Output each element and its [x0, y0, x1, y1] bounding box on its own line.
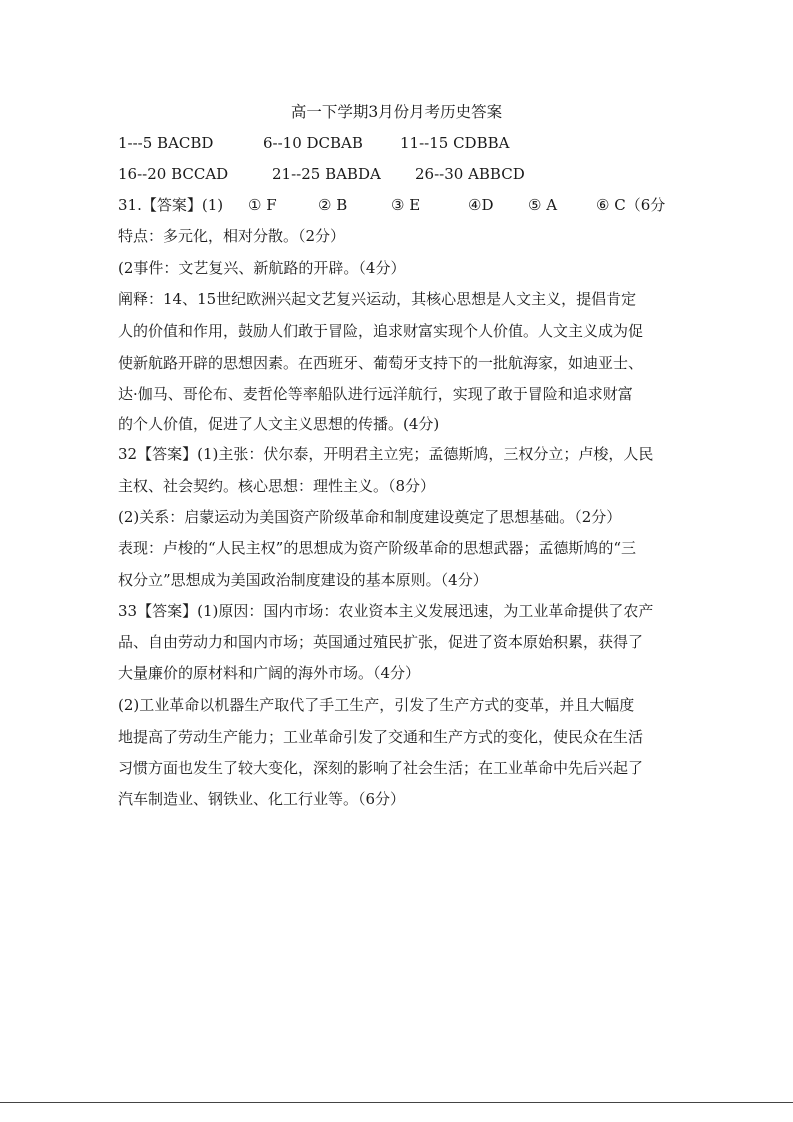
q33-line-1: 33【答案】(1)原因：国内市场：农业资本主义发展迅速，为工业革命提供了农产: [118, 602, 654, 620]
q32-line-5: 权分立”思想成为美国政治制度建设的基本原则。（4分）: [118, 571, 488, 589]
q33-line-2: 品、自由劳动力和国内市场；英国通过殖民扩张，促进了资本原始积累，获得了: [118, 633, 644, 651]
q31-option-6: ⑥ C（6分: [596, 196, 666, 214]
q31-explanation-5: 的个人价值，促进了人文主义思想的传播。(4分): [118, 415, 440, 433]
answer-key-1-5: 1---5 BACBD: [118, 134, 214, 152]
q31-explanation-2: 人的价值和作用，鼓励人们敢于冒险，追求财富实现个人价值。人文主义成为促: [118, 322, 644, 340]
q31-explanation-1: 阐释：14、15世纪欧洲兴起文艺复兴运动，其核心思想是人文主义，提倡肯定: [118, 290, 637, 308]
q33-line-6: 习惯方面也发生了较大变化，深刻的影响了社会生活；在工业革命中先后兴起了: [118, 759, 644, 777]
q32-line-3: (2)关系：启蒙运动为美国资产阶级革命和制度建设奠定了思想基础。（2分）: [118, 508, 622, 526]
q31-events: (2事件：文艺复兴、新航路的开辟。（4分）: [118, 259, 406, 277]
answer-key-6-10: 6--10 DCBAB: [263, 134, 363, 152]
answer-key-11-15: 11--15 CDBBA: [400, 134, 510, 152]
answer-key-16-20: 16--20 BCCAD: [118, 165, 229, 183]
q31-option-1: ① F: [248, 196, 277, 214]
q31-option-3: ③ E: [391, 196, 421, 214]
q31-heading: 31.【答案】(1): [118, 196, 224, 214]
q32-line-4: 表现：卢梭的“人民主权”的思想成为资产阶级革命的思想武器；孟德斯鸠的“三: [118, 539, 637, 557]
q33-line-7: 汽车制造业、钢铁业、化工行业等。（6分）: [118, 790, 406, 808]
page-title: 高一下学期3月份月考历史答案: [290, 103, 503, 121]
q33-line-5: 地提高了劳动生产能力；工业革命引发了交通和生产方式的变化，使民众在生活: [118, 728, 644, 746]
answer-key-26-30: 26--30 ABBCD: [415, 165, 525, 183]
q33-line-4: (2)工业革命以机器生产取代了手工生产，引发了生产方式的变革，并且大幅度: [118, 696, 635, 714]
q31-explanation-3: 使新航路开辟的思想因素。在西班牙、葡萄牙支持下的一批航海家，如迪亚士、: [118, 354, 644, 372]
q31-option-4: ④D: [468, 196, 494, 214]
q32-line-1: 32【答案】(1)主张：伏尔泰，开明君主立宪；孟德斯鸠，三权分立；卢梭，人民: [118, 445, 654, 463]
q31-explanation-4: 达·伽马、哥伦布、麦哲伦等率船队进行远洋航行，实现了敢于冒险和追求财富: [118, 385, 633, 403]
q31-option-2: ② B: [318, 196, 348, 214]
q31-option-5: ⑤ A: [528, 196, 558, 214]
q33-line-3: 大量廉价的原材料和广阔的海外市场。（4分）: [118, 664, 421, 682]
answer-key-21-25: 21--25 BABDA: [272, 165, 381, 183]
q32-line-2: 主权、社会契约。核心思想：理性主义。（8分）: [118, 477, 436, 495]
page-bottom-divider: [0, 1102, 793, 1103]
q31-trait: 特点：多元化，相对分散。（2分）: [118, 227, 346, 245]
